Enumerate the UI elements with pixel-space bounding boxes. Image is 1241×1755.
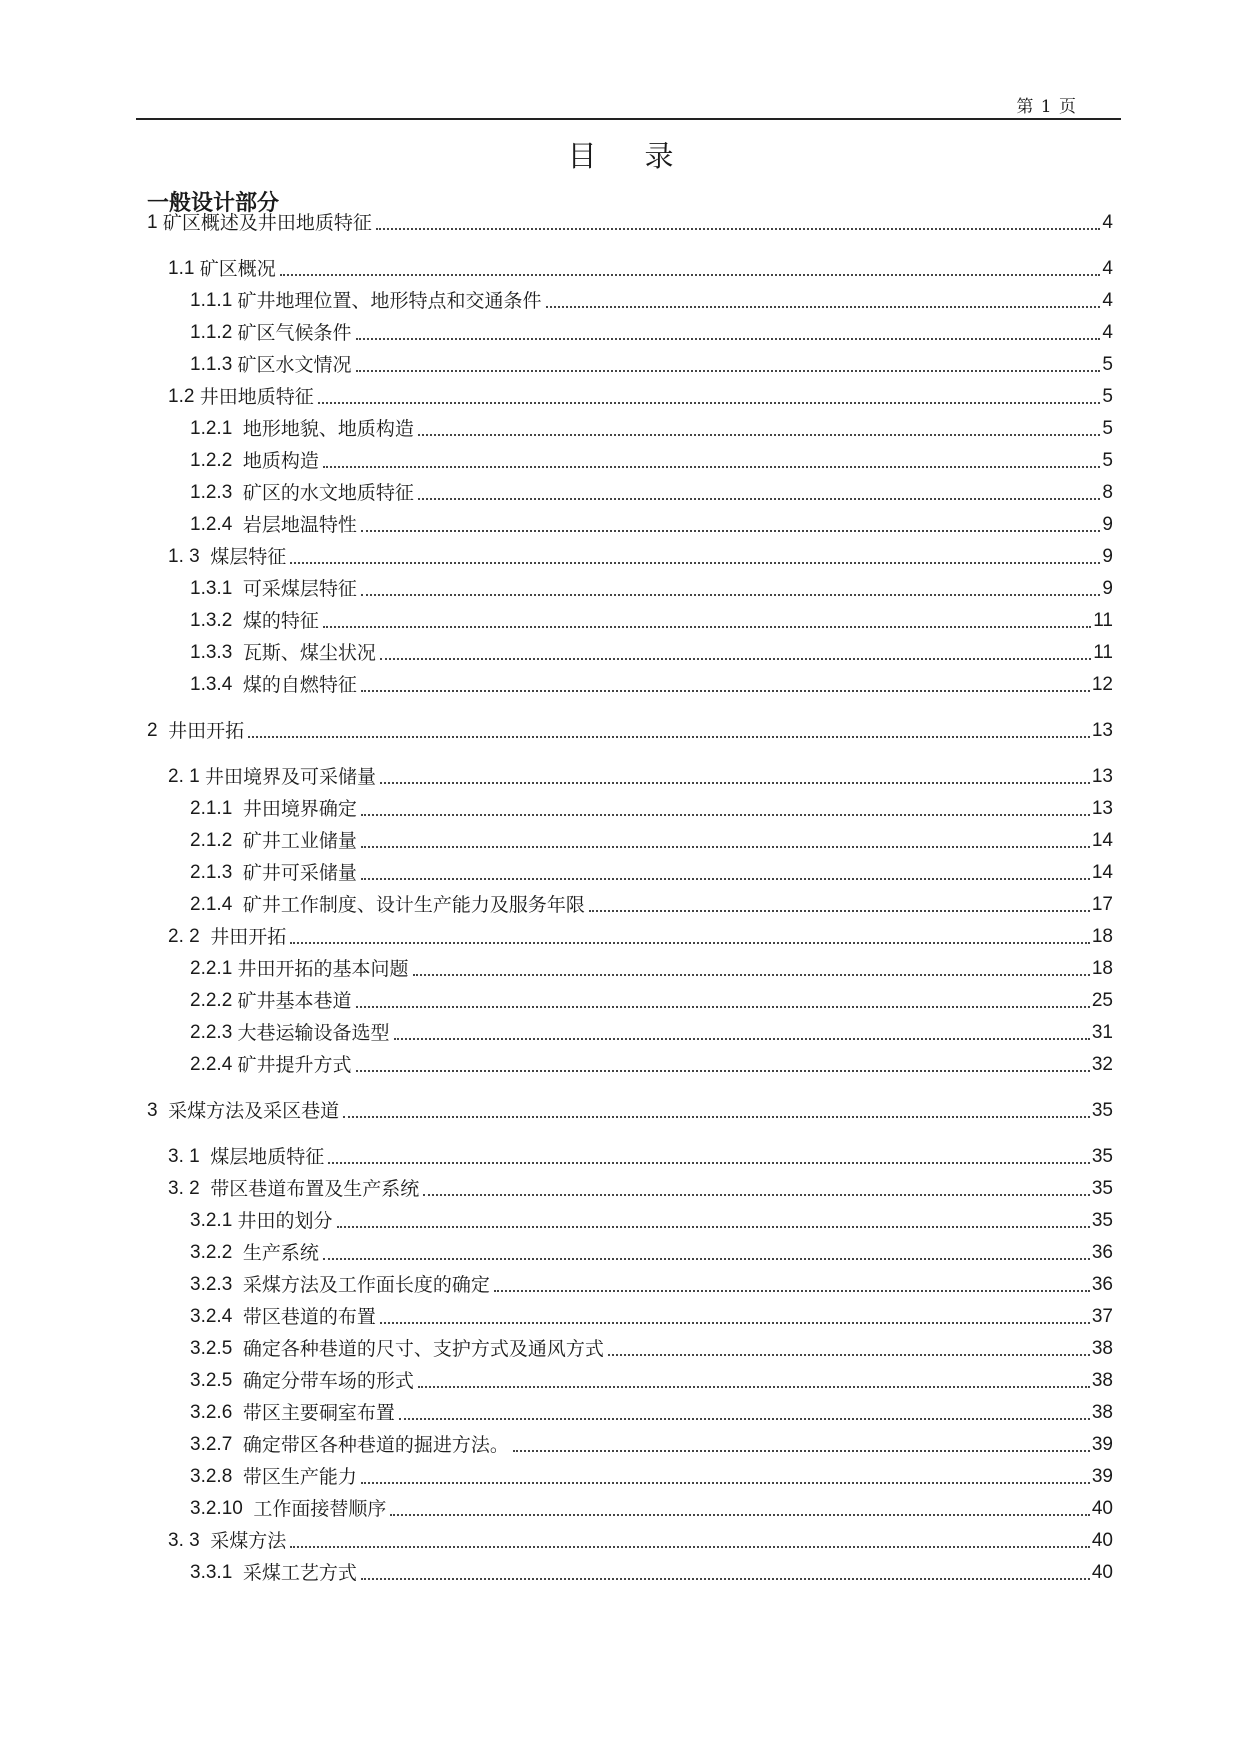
toc-entry-title: 瓦斯、煤尘状况 <box>242 642 376 664</box>
toc-entry-number: 1.3.1 <box>190 578 243 599</box>
toc-entry <box>190 1464 1113 1490</box>
toc-entry-title: 采煤方法及采区巷道 <box>168 1100 340 1122</box>
toc-entry-title: 带区主要硐室布置 <box>242 1402 395 1424</box>
toc-entry-number: 1.2 <box>168 386 200 407</box>
toc-entry-number: 1.2.4 <box>190 514 243 535</box>
toc-entry-page: 4 <box>1102 258 1113 279</box>
toc-entry-title: 井田境界及可采储量 <box>204 766 376 788</box>
toc-entry-number: 2.1.2 <box>190 830 243 851</box>
toc-entry <box>190 1208 1113 1234</box>
toc-entry-page: 11 <box>1093 642 1113 663</box>
toc-entry-title: 地质构造 <box>242 450 319 472</box>
toc-entry-title: 煤的特征 <box>242 610 319 632</box>
toc-entry <box>168 544 1113 570</box>
toc-entry-title: 井田开拓的基本问题 <box>237 958 409 980</box>
toc-entry-page: 40 <box>1091 1530 1113 1551</box>
toc-entry-page: 38 <box>1091 1370 1113 1391</box>
toc-entry <box>190 576 1113 602</box>
toc-entry-title: 带区生产能力 <box>242 1466 357 1488</box>
toc-entry-page: 35 <box>1091 1210 1113 1231</box>
toc-entry-page: 13 <box>1091 798 1113 819</box>
toc-entry-number: 2.2.2 <box>190 990 238 1011</box>
section-heading: 一般设计部分 <box>147 191 280 216</box>
toc-entry-title: 煤层地质特征 <box>210 1146 325 1168</box>
toc-entry-title: 矿区概况 <box>199 258 276 280</box>
toc-entry-page: 4 <box>1102 212 1113 233</box>
toc-entry-page: 40 <box>1091 1498 1113 1519</box>
dot-leader <box>323 466 1101 468</box>
dot-leader <box>356 370 1101 372</box>
toc-entry-title: 确定分带车场的形式 <box>242 1370 414 1392</box>
toc-entry <box>190 892 1113 918</box>
toc-entry-page: 5 <box>1102 386 1113 407</box>
toc-entry-title: 确定各种巷道的尺寸、支护方式及通风方式 <box>242 1338 604 1360</box>
dot-leader <box>356 338 1101 340</box>
toc-entry-number: 1.1.2 <box>190 322 238 343</box>
toc-entry-number: 1.2.2 <box>190 450 243 471</box>
toc-entry-title: 矿井工作制度、设计生产能力及服务年限 <box>242 894 585 916</box>
dot-leader <box>546 306 1101 308</box>
toc-entry-title: 矿区水文情况 <box>237 354 352 376</box>
toc-entry-page: 40 <box>1091 1562 1113 1583</box>
dot-leader <box>413 974 1090 976</box>
toc-entry-title: 带区巷道的布置 <box>242 1306 376 1328</box>
toc-entry <box>190 1020 1113 1046</box>
toc-entry-title: 煤层特征 <box>210 546 287 568</box>
toc-entry-title: 可采煤层特征 <box>242 578 357 600</box>
toc-entry <box>190 1240 1113 1266</box>
dot-leader <box>418 1386 1090 1388</box>
toc-entry-number: 3 <box>147 1100 169 1121</box>
dot-leader <box>390 1514 1089 1516</box>
toc-entry-number: 1. 3 <box>168 546 211 567</box>
toc-entry-page: 5 <box>1102 354 1113 375</box>
toc-entry-page: 4 <box>1102 290 1113 311</box>
toc-entry <box>190 1368 1113 1394</box>
toc-entry-page: 5 <box>1102 418 1113 439</box>
toc-entry <box>147 1098 1113 1124</box>
dot-leader <box>361 1482 1090 1484</box>
toc-entry-page: 36 <box>1091 1242 1113 1263</box>
toc-entry-number: 2.2.3 <box>190 1022 238 1043</box>
toc-entry-number: 3.2.5 <box>190 1370 243 1391</box>
toc-entry <box>168 256 1113 282</box>
toc-entry-number: 3.2.2 <box>190 1242 243 1263</box>
toc-entry-page: 4 <box>1102 322 1113 343</box>
toc-entry-page: 32 <box>1091 1054 1113 1075</box>
toc-entry-page: 14 <box>1091 862 1113 883</box>
toc-title: 目录 <box>567 139 722 173</box>
toc-entry-title: 矿井基本巷道 <box>237 990 352 1012</box>
toc-entry <box>168 764 1113 790</box>
toc-entry-page: 18 <box>1091 958 1113 979</box>
toc-entry-page: 39 <box>1091 1466 1113 1487</box>
toc-entry-title: 矿区气候条件 <box>237 322 352 344</box>
toc-entry-page: 38 <box>1091 1338 1113 1359</box>
toc-entry <box>190 1304 1113 1330</box>
toc-entry-number: 3.3.1 <box>190 1562 243 1583</box>
toc-entry-title: 生产系统 <box>242 1242 319 1264</box>
toc-entry-number: 2.1.3 <box>190 862 243 883</box>
dot-leader <box>361 814 1090 816</box>
dot-leader <box>290 1546 1090 1548</box>
dot-leader <box>343 1116 1090 1118</box>
toc-entry-title: 采煤方法及工作面长度的确定 <box>242 1274 490 1296</box>
toc-entry-page: 13 <box>1091 720 1113 741</box>
toc-entry-title: 矿井可采储量 <box>242 862 357 884</box>
toc-entry-page: 14 <box>1091 830 1113 851</box>
dot-leader <box>608 1354 1090 1356</box>
toc-entry-number: 3. 2 <box>168 1178 211 1199</box>
toc-entry <box>190 512 1113 538</box>
toc-entry-page: 9 <box>1102 514 1113 535</box>
toc-entry-page: 17 <box>1091 894 1113 915</box>
toc-entry-number: 3.2.4 <box>190 1306 243 1327</box>
dot-leader <box>380 658 1091 660</box>
toc-entry-page: 8 <box>1102 482 1113 503</box>
dot-leader <box>280 274 1101 276</box>
toc-entry-title: 井田境界确定 <box>242 798 357 820</box>
toc-entry <box>190 480 1113 506</box>
toc-entry-title: 矿区概述及井田地质特征 <box>162 212 372 234</box>
dot-leader <box>394 1038 1090 1040</box>
dot-leader <box>248 736 1090 738</box>
toc-entry-number: 3.2.6 <box>190 1402 243 1423</box>
toc-entry-number: 3.2.7 <box>190 1434 243 1455</box>
toc-entry-number: 3.2.8 <box>190 1466 243 1487</box>
toc-entry-number: 1 <box>147 212 163 233</box>
toc-entry-page: 5 <box>1102 450 1113 471</box>
toc-entry-number: 2.1.1 <box>190 798 243 819</box>
toc-entry <box>168 1176 1113 1202</box>
toc-entry-title: 矿井地理位置、地形特点和交通条件 <box>237 290 542 312</box>
toc-entry-number: 2 <box>147 720 169 741</box>
toc-entry <box>190 1272 1113 1298</box>
toc-entry <box>190 988 1113 1014</box>
toc-entry-page: 13 <box>1091 766 1113 787</box>
toc-entry-number: 1.1.3 <box>190 354 238 375</box>
toc-entry-page: 31 <box>1091 1022 1113 1043</box>
dot-leader <box>361 690 1090 692</box>
toc-entry-title: 矿井工业储量 <box>242 830 357 852</box>
toc-entry <box>190 1400 1113 1426</box>
dot-leader <box>589 910 1090 912</box>
toc-entry-title: 煤的自燃特征 <box>242 674 357 696</box>
toc-entry-number: 2. 2 <box>168 926 211 947</box>
toc-entry-page: 37 <box>1091 1306 1113 1327</box>
toc-entry-title: 井田开拓 <box>210 926 287 948</box>
toc-entry-page: 36 <box>1091 1274 1113 1295</box>
toc-entry <box>190 288 1113 314</box>
toc-entry-title: 工作面接替顺序 <box>253 1498 387 1520</box>
dot-leader <box>494 1290 1090 1292</box>
toc-entry-number: 2.1.4 <box>190 894 243 915</box>
dot-leader <box>356 1070 1090 1072</box>
toc-entry-number: 2. 1 <box>168 766 205 787</box>
toc-entry <box>190 672 1113 698</box>
toc-entry-number: 1.3.3 <box>190 642 243 663</box>
dot-leader <box>356 1006 1090 1008</box>
toc-entry <box>190 448 1113 474</box>
toc-entry <box>190 1432 1113 1458</box>
toc-entry-number: 3.2.10 <box>190 1498 254 1519</box>
toc-entry-title: 井田地质特征 <box>199 386 314 408</box>
toc-entry-page: 11 <box>1093 610 1113 631</box>
toc-entry <box>190 608 1113 634</box>
toc-entry-title: 采煤工艺方式 <box>242 1562 357 1584</box>
toc-entry-title: 大巷运输设备选型 <box>237 1022 390 1044</box>
toc-entry-title: 采煤方法 <box>210 1530 287 1552</box>
dot-leader <box>376 228 1101 230</box>
toc-entry-page: 39 <box>1091 1434 1113 1455</box>
toc-entry <box>168 384 1113 410</box>
toc-entry <box>190 828 1113 854</box>
toc-entry <box>147 718 1113 744</box>
dot-leader <box>337 1226 1090 1228</box>
toc-entry <box>190 416 1113 442</box>
toc-entry-page: 18 <box>1091 926 1113 947</box>
toc-entry <box>168 1144 1113 1170</box>
toc-entry-title: 带区巷道布置及生产系统 <box>210 1178 420 1200</box>
dot-leader <box>361 846 1090 848</box>
toc-entry-title: 岩层地温特性 <box>242 514 357 536</box>
toc-entry-title: 确定带区各种巷道的掘进方法。 <box>242 1434 509 1456</box>
toc-entry <box>168 1528 1113 1554</box>
toc-entry <box>190 640 1113 666</box>
toc-entry <box>190 1052 1113 1078</box>
toc-entry <box>190 860 1113 886</box>
toc-entry-page: 38 <box>1091 1402 1113 1423</box>
dot-leader <box>380 1322 1090 1324</box>
toc-entry <box>190 320 1113 346</box>
toc-entry <box>190 1336 1113 1362</box>
dot-leader <box>418 434 1101 436</box>
toc-entry-title: 井田的划分 <box>237 1210 333 1232</box>
dot-leader <box>423 1194 1090 1196</box>
toc-entry-page: 35 <box>1091 1178 1113 1199</box>
toc-entry <box>168 924 1113 950</box>
toc-entry-page: 35 <box>1091 1146 1113 1167</box>
toc-entry-title: 地形地貌、地质构造 <box>242 418 414 440</box>
toc-entry-title: 矿区的水文地质特征 <box>242 482 414 504</box>
toc-entry <box>190 796 1113 822</box>
toc-entry-number: 3. 1 <box>168 1146 211 1167</box>
dot-leader <box>323 626 1091 628</box>
toc-entry <box>190 956 1113 982</box>
toc-entry <box>190 1560 1113 1586</box>
toc-entry-number: 1.1.1 <box>190 290 238 311</box>
toc-entry-number: 2.2.4 <box>190 1054 238 1075</box>
dot-leader <box>290 942 1090 944</box>
dot-leader <box>328 1162 1090 1164</box>
toc-entry-number: 3. 3 <box>168 1530 211 1551</box>
toc-entry-page: 9 <box>1102 578 1113 599</box>
toc-entry <box>147 210 1113 236</box>
toc-entry-page: 12 <box>1091 674 1113 695</box>
toc-entry-number: 1.2.1 <box>190 418 243 439</box>
toc-entry-title: 井田开拓 <box>168 720 245 742</box>
dot-leader <box>290 562 1100 564</box>
toc-entry-number: 1.1 <box>168 258 200 279</box>
toc-entry-number: 3.2.1 <box>190 1210 238 1231</box>
dot-leader <box>361 530 1101 532</box>
toc-entry-page: 25 <box>1091 990 1113 1011</box>
toc-entry-number: 1.3.4 <box>190 674 243 695</box>
toc-entry <box>190 1496 1113 1522</box>
toc-entry-number: 3.2.5 <box>190 1338 243 1359</box>
dot-leader <box>323 1258 1090 1260</box>
dot-leader <box>361 594 1101 596</box>
toc-entry-page: 9 <box>1102 546 1113 567</box>
dot-leader <box>361 878 1090 880</box>
page-number: 第 1 页 <box>1016 97 1077 117</box>
dot-leader <box>513 1450 1090 1452</box>
toc-entry-page: 35 <box>1091 1100 1113 1121</box>
toc-entry-title: 矿井提升方式 <box>237 1054 352 1076</box>
toc-entry <box>190 352 1113 378</box>
dot-leader <box>361 1578 1090 1580</box>
dot-leader <box>380 782 1090 784</box>
dot-leader <box>418 498 1101 500</box>
toc-entry-number: 1.2.3 <box>190 482 243 503</box>
toc-entry-number: 3.2.3 <box>190 1274 243 1295</box>
toc-entry-number: 1.3.2 <box>190 610 243 631</box>
dot-leader <box>318 402 1101 404</box>
toc-entry-number: 2.2.1 <box>190 958 238 979</box>
dot-leader <box>399 1418 1090 1420</box>
